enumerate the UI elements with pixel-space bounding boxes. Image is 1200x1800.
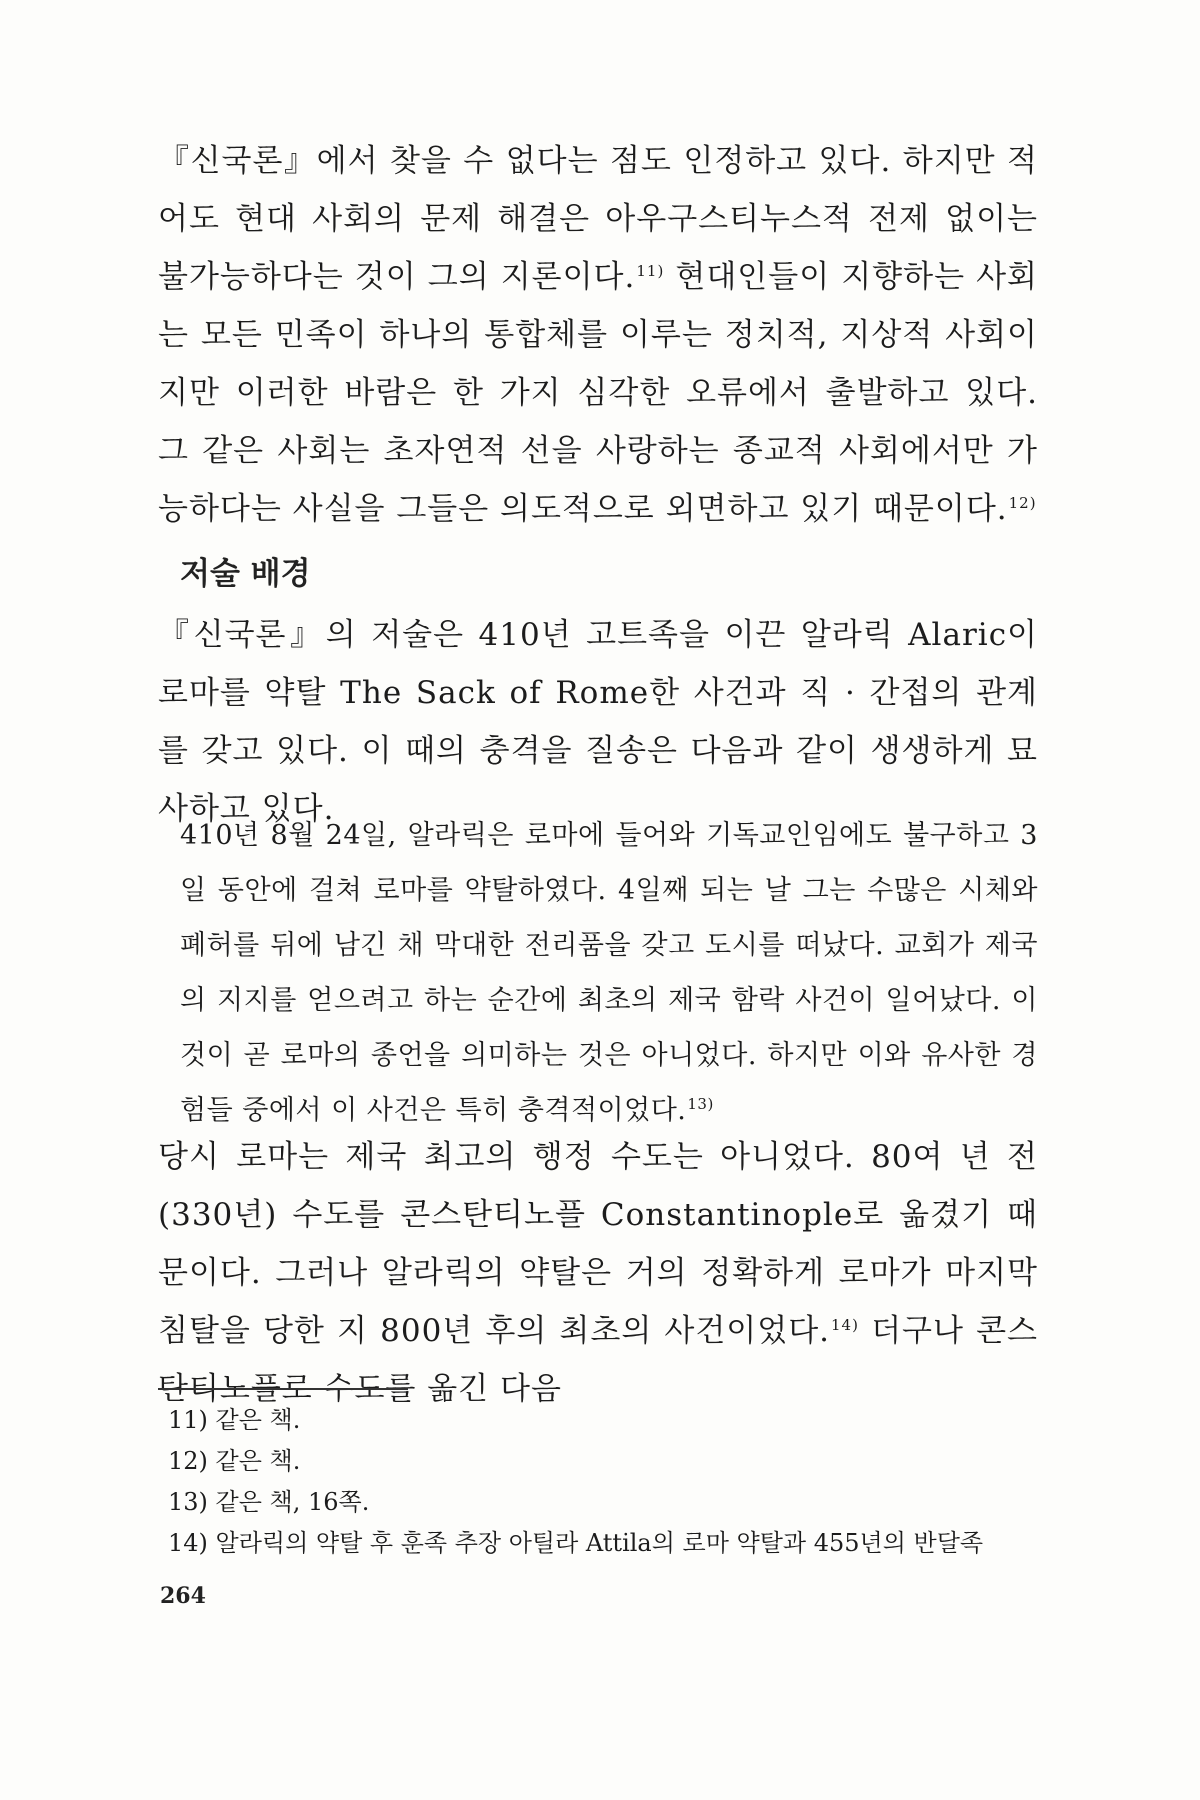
footnote-divider (158, 1388, 408, 1390)
paragraph-1-text: 『신국론』에서 찾을 수 없다는 점도 인정하고 있다. 하지만 적어도 현대 사회의 문제 해결은 아우구스티누스적 전제 없이는 불가능하다는 것이 그의 지론이다. (158, 143, 1038, 295)
footnote-13: 13) 같은 책, 16쪽. (168, 1488, 370, 1516)
footnotes (168, 1400, 1038, 1564)
block-quote-text: 410년 8월 24일, 알라릭은 로마에 들어와 기독교인임에도 불구하고 3일 동안에 걸쳐 로마를 약탈하였다. 4일째 되는 날 그는 수많은 시체와 폐허를 뒤에 남긴 채 막대한 전리품을 갖고 도시를 떠났다. 교회가 제국의 지지를 얻으려고 하는 순간에 최초의 제국 함락 사건이 일어났다. 이것이 곧 로마의 종언을 의미하는 것은 아니었다. 하지만 이와 유사한 경험들 중에서 이 사건은 특히 충격적이었다. (180, 820, 1038, 1126)
section-heading: 저술 배경 (180, 556, 311, 592)
paragraph-3 (158, 1128, 1038, 1418)
footnote-11: 11) 같은 책. (168, 1406, 301, 1434)
footnote-12: 12) 같은 책. (168, 1447, 301, 1475)
block-quote (180, 808, 1038, 1138)
paragraph-3-text: 당시 로마는 제국 최고의 행정 수도는 아니었다. 80여 년 전(330년) 수도를 콘스탄티노플 Constantinople로 옮겼기 때문이다. 그러나 알라릭의 약탈은 거의 정확하게 로마가 마지막 침탈을 당한 지 800년 후의 최초의 사건이었다. (158, 1139, 1038, 1349)
footnote-ref-13: 13) (687, 1095, 714, 1113)
footnote-14: 14) 알라릭의 약탈 후 훈족 추장 아틸라 Attila의 로마 약탈과 455년의 반달족 (168, 1529, 984, 1557)
footnote-ref-11: 11) (636, 261, 665, 280)
paragraph-1-text-2: 현대인들이 지향하는 사회는 모든 민족이 하나의 통합체를 이루는 정치적, 지상적 사회이지만 이러한 바람은 한 가지 심각한 오류에서 출발하고 있다. 그 같은 사회는 초자연적 선을 사랑하는 종교적 사회에서만 가능하다는 사실을 그들은 의도적으로 외면하고 있기 때문이다. (158, 259, 1038, 527)
footnote-ref-14: 14) (831, 1315, 859, 1334)
paragraph-2: 『신국론』의 저술은 410년 고트족을 이끈 알라릭 Alaric이 로마를 약탈 The Sack of Rome한 사건과 직 · 간접의 관계를 갖고 있다. 이 때의 충격을 질송은 다음과 같이 생생하게 묘사하고 있다. (158, 617, 1038, 827)
footnote-ref-12: 12) (1008, 493, 1037, 512)
paragraph-3-text-2: 더구나 콘스탄티노플로 수도를 옮긴 다음 (158, 1313, 1038, 1407)
paragraph-1 (158, 132, 1038, 538)
page-number: 264 (160, 1583, 206, 1609)
